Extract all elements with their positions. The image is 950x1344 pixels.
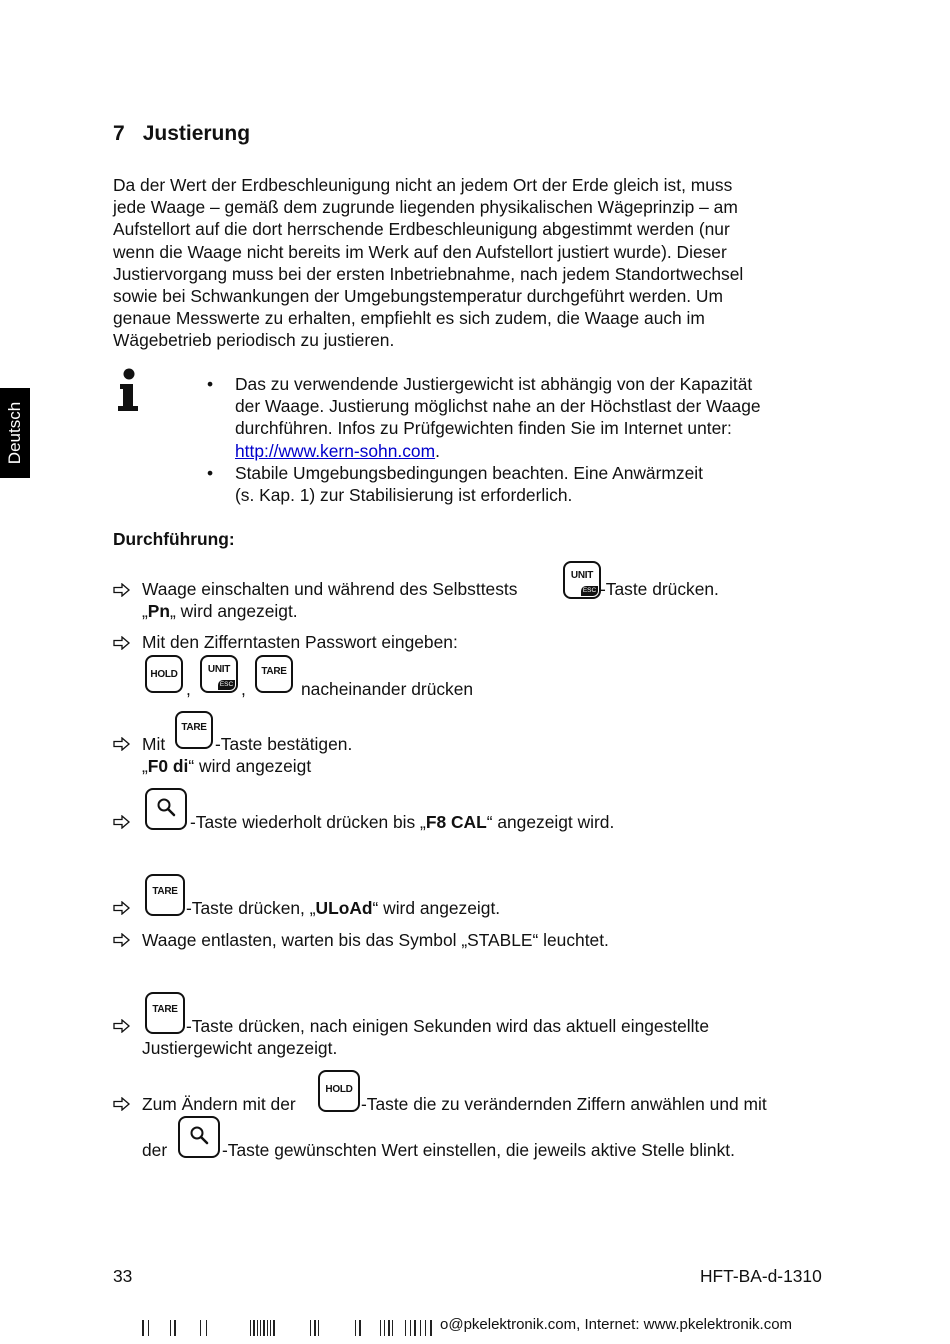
key-label: UNIT [207, 664, 231, 675]
section-title: Justierung [142, 122, 251, 145]
key-esc-label: ESC [582, 587, 597, 594]
bullet-line: • Das zu verwendende Justiergewicht ist abhängig von der Kapazität [235, 374, 753, 394]
footer-contact: o@pkelektronik.com, Internet: www.pkelektronik.com [440, 1316, 793, 1333]
step-7-text-a: -Taste drücken, nach einigen Sekunden wird das aktuell eingestellte [186, 1016, 710, 1036]
section-number: 7 [113, 122, 125, 145]
tare-key-icon [255, 655, 293, 693]
key-label: TARE [261, 666, 287, 677]
step-2-text-a: Mit den Zifferntasten Passwort eingeben: [142, 632, 458, 652]
procedure-heading: Durchführung: [113, 529, 235, 549]
arrow-right-icon [113, 815, 131, 829]
document-code: HFT-BA-d-1310 [700, 1266, 822, 1286]
intro-line: Aufstellort auf die dort herrschende Erdbeschleunigung abgestimmt werden (nur [113, 219, 730, 240]
page-number: 33 [113, 1266, 133, 1286]
hold-key-icon [145, 655, 183, 693]
step-1-text-c: „Pn„ wird angezeigt. [142, 601, 298, 621]
key-esc-label: ESC [219, 681, 234, 688]
arrow-right-icon [113, 1097, 131, 1111]
step-1-text-b: -Taste drücken. [600, 579, 719, 599]
separator: , [241, 679, 246, 699]
key-label: TARE [181, 722, 207, 733]
intro-line: genaue Messwerte zu erhalten, empfiehlt es sich zudem, die Waage auch im [113, 308, 705, 329]
barcode-stamp [140, 1318, 440, 1336]
step-8-text-c: der [142, 1140, 168, 1160]
intro-line: Da der Wert der Erdbeschleunigung nicht an jedem Ort der Erde gleich ist, muss [113, 175, 733, 195]
arrow-right-icon [113, 636, 131, 650]
step-6-text: Waage entlasten, warten bis das Symbol „STABLE“ leuchtet. [142, 930, 609, 950]
unit-esc-key-icon [563, 561, 601, 599]
language-tab [0, 388, 30, 478]
step-5-text: -Taste drücken, „ULoAd“ wird angezeigt. [186, 898, 501, 918]
bullet-line [235, 440, 827, 462]
key-label: TARE [152, 1004, 178, 1015]
key-label: HOLD [150, 669, 178, 680]
intro-line: wenn die Waage nicht bereits im Werk auf den Aufstellort justiert wurde). Dieser [113, 241, 727, 262]
step-8-text-a: Zum Ändern mit der [142, 1094, 296, 1114]
arrow-right-icon [113, 901, 131, 915]
arrow-right-icon [113, 933, 131, 947]
step-8-text-b: -Taste die zu verändernden Ziffern anwählen und mit [361, 1094, 767, 1114]
info-bullet [207, 373, 827, 462]
step-7-text-b: Justiergewicht angezeigt. [142, 1038, 338, 1058]
intro-paragraph [113, 174, 833, 352]
key-label: HOLD [325, 1084, 353, 1095]
intro-line: Justiervorgang muss bei der ersten Inbetriebnahme, nach jedem Standortwechsel [113, 263, 744, 284]
step-3-text-c: „F0 di“ wird angezeigt [142, 756, 312, 776]
separator: , [186, 679, 191, 699]
step-1-text-a: Waage einschalten und während des Selbsttests [142, 579, 518, 599]
hold-key-icon [318, 1070, 360, 1112]
intro-line: jede Waage – gemäß dem zugrunde liegenden physikalischen Wägeprinzip – am [113, 197, 738, 218]
tare-key-icon [145, 992, 185, 1034]
kern-sohn-link[interactable]: http://www.kern-sohn.com [235, 440, 436, 461]
info-bullet-list [207, 373, 827, 506]
arrow-right-icon [113, 1019, 131, 1033]
section-heading [113, 122, 250, 146]
bullet-line: der Waage. Justierung möglichst nahe an der Höchstlast der Waage [235, 396, 761, 417]
step-2-text-b: nacheinander drücken [301, 679, 474, 699]
tare-key-icon [145, 874, 185, 916]
intro-line: Wägebetrieb periodisch zu justieren. [113, 330, 395, 351]
step-3-text-a: Mit [142, 734, 166, 754]
info-icon [116, 368, 142, 419]
step-4-text: -Taste wiederholt drücken bis „F8 CAL“ angezeigt wird. [190, 812, 615, 832]
arrow-right-icon [113, 583, 131, 597]
language-tab-label: Deutsch [5, 401, 24, 465]
bullet-line: • Stabile Umgebungsbedingungen beachten. Eine Anwärmzeit [235, 462, 703, 483]
step-8-text-d: -Taste gewünschten Wert einstellen, die jeweils aktive Stelle blinkt. [222, 1140, 735, 1160]
bullet-line: durchführen. Infos zu Prüfgewichten finden Sie im Internet unter: [235, 418, 732, 439]
step-3-text-b: -Taste bestätigen. [215, 734, 353, 754]
info-bullet [207, 462, 827, 506]
key-label: UNIT [570, 570, 594, 581]
arrow-right-icon [113, 737, 131, 751]
search-key-icon [145, 788, 187, 830]
unit-esc-key-icon [200, 655, 238, 693]
search-key-icon [178, 1116, 220, 1158]
punctuation: . [435, 440, 440, 461]
bullet-line: (s. Kap. 1) zur Stabilisierung ist erforderlich. [235, 485, 573, 506]
tare-key-icon [175, 711, 213, 749]
key-label: TARE [152, 886, 178, 897]
intro-line: sowie bei Schwankungen der Umgebungstemperatur durchgeführt werden. Um [113, 286, 723, 307]
